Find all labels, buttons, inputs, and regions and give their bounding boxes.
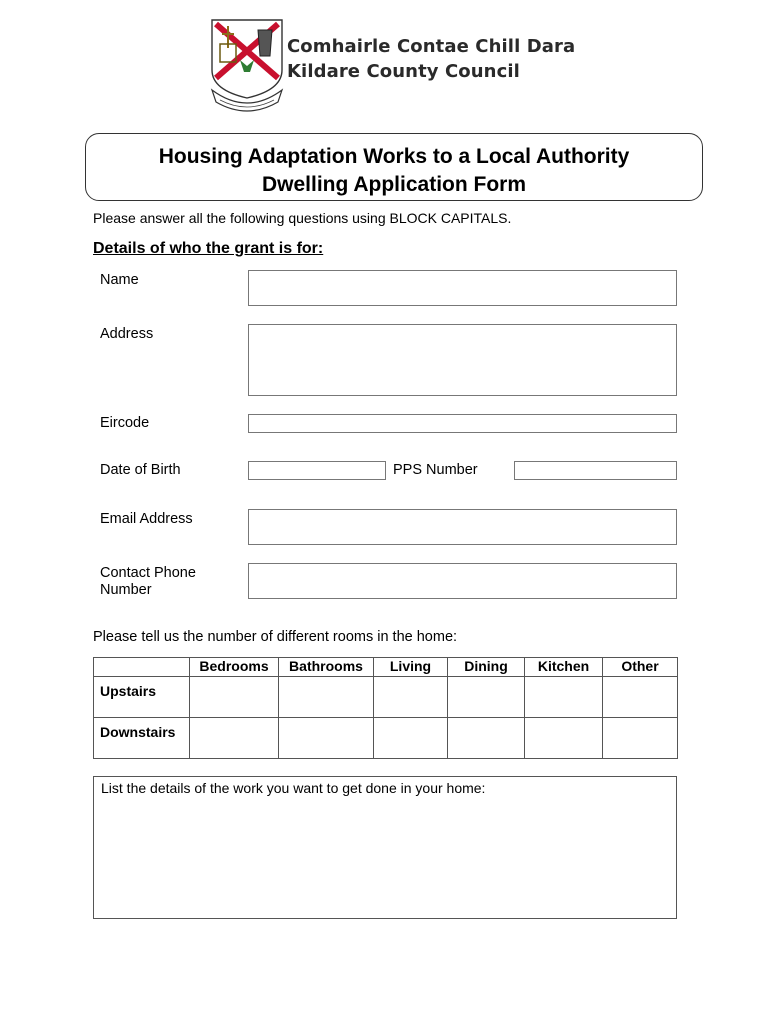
eircode-label: Eircode (100, 415, 150, 431)
phone-field[interactable] (248, 563, 677, 599)
rooms-col-header: Other (603, 658, 678, 677)
rooms-cell[interactable] (279, 718, 374, 759)
rooms-intro: Please tell us the number of different rooms in the home: (93, 629, 458, 645)
kildare-crest-icon (206, 16, 288, 112)
rooms-col-header: Bathrooms (279, 658, 374, 677)
dob-field[interactable] (248, 461, 386, 480)
rooms-cell[interactable] (374, 677, 448, 718)
form-title-box (85, 133, 703, 201)
rooms-col-header: Bedrooms (190, 658, 279, 677)
table-row (94, 718, 678, 759)
rooms-corner-cell (94, 658, 190, 677)
dob-label: Date of Birth (100, 462, 181, 478)
rooms-cell[interactable] (190, 718, 279, 759)
rooms-cell[interactable] (448, 718, 525, 759)
email-field[interactable] (248, 509, 677, 545)
rooms-col-header: Living (374, 658, 448, 677)
address-label: Address (100, 326, 154, 342)
form-title-line2: Dwelling Application Form (261, 173, 527, 196)
table-row (94, 677, 678, 718)
rooms-col-header: Dining (448, 658, 525, 677)
address-field[interactable] (248, 324, 677, 396)
form-title-line1: Housing Adaptation Works to a Local Authority (158, 145, 630, 168)
eircode-field[interactable] (248, 414, 677, 433)
phone-label-line1: Contact Phone (100, 565, 196, 581)
rooms-cell[interactable] (603, 677, 678, 718)
rooms-row-label: Downstairs (94, 718, 190, 759)
rooms-row-label: Upstairs (94, 677, 190, 718)
email-label: Email Address (100, 511, 193, 527)
work-details-label: List the details of the work you want to get done in your home: (101, 780, 486, 796)
rooms-table (93, 657, 678, 759)
rooms-cell[interactable] (279, 677, 374, 718)
pps-field[interactable] (514, 461, 677, 480)
rooms-cell[interactable] (525, 718, 603, 759)
rooms-col-header: Kitchen (525, 658, 603, 677)
rooms-cell[interactable] (448, 677, 525, 718)
phone-label-line2: Number (100, 582, 152, 598)
rooms-cell[interactable] (603, 718, 678, 759)
council-name-irish: Comhairle Contae Chill Dara (287, 36, 576, 57)
work-details-field[interactable] (93, 776, 677, 919)
council-name-english: Kildare County Council (287, 61, 520, 82)
rooms-cell[interactable] (525, 677, 603, 718)
name-field[interactable] (248, 270, 677, 306)
name-label: Name (100, 272, 139, 288)
rooms-cell[interactable] (190, 677, 279, 718)
section-heading: Details of who the grant is for: (93, 240, 324, 257)
pps-label: PPS Number (393, 462, 478, 478)
instructions-text: Please answer all the following questions using BLOCK CAPITALS. (93, 210, 512, 226)
rooms-header-row (94, 658, 678, 677)
rooms-cell[interactable] (374, 718, 448, 759)
